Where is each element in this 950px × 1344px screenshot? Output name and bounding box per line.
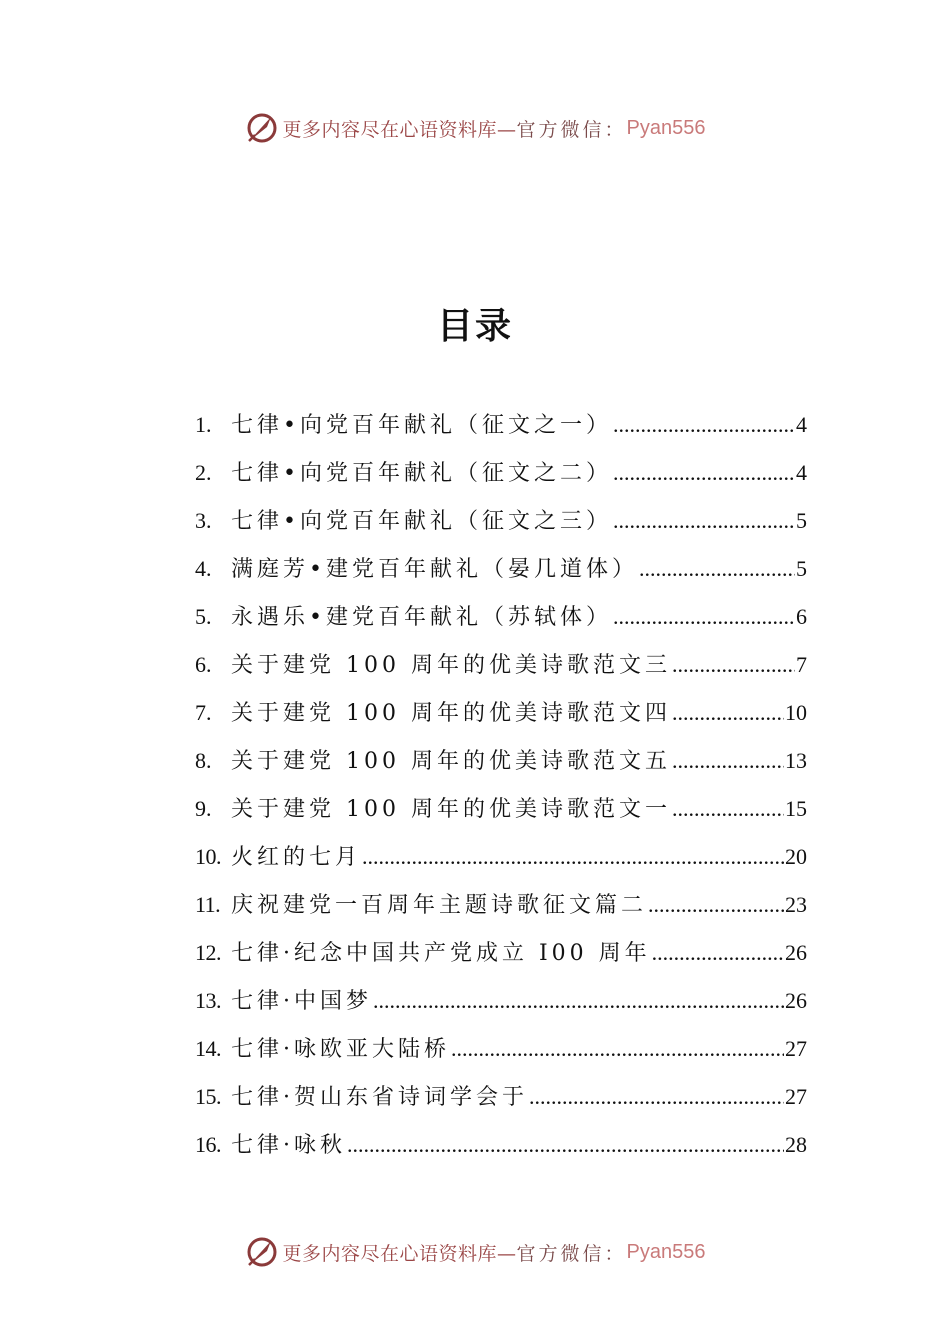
toc-entry-number: 9. [195,796,212,821]
toc-entry-number: 13. [195,988,221,1013]
toc-dot-leader [672,748,784,774]
toc-entry-page: 26 [785,988,807,1013]
banner-text: 更多内容尽在心语资料库— [282,118,517,141]
banner-wechat-label: 官方微信： [516,118,627,141]
toc-dot-leader [613,412,795,438]
toc-entry-title: 满庭芳•建党百年献礼（晏几道体） [231,557,638,582]
toc-dot-leader [648,892,784,918]
toc-entry[interactable] [195,1128,807,1176]
toc-entry-page: 13 [785,748,807,773]
toc-entry-page: 4 [796,460,807,485]
footer-banner [0,1232,950,1272]
toc-entry-number: 1. [195,412,212,437]
toc-dot-leader [613,508,795,534]
toc-entry-number: 11. [195,892,221,917]
quill-logo-icon [245,111,279,145]
toc-entry-title: 七律·纪念中国共产党成立 I00 周年 [231,941,651,966]
toc-entry-page: 10 [785,700,807,725]
toc-entry[interactable] [195,600,807,648]
banner-wechat-id: Pyan556 [626,1240,706,1263]
toc-entry-title: 七律·贺山东省诗词学会于 [231,1085,528,1110]
toc-entry-number: 3. [195,508,212,533]
toc-entry-number: 5. [195,604,212,629]
toc-entry[interactable] [195,936,807,984]
toc-entry-page: 26 [785,940,807,965]
toc-entry-title: 七律·中国梦 [231,989,372,1014]
toc-dot-leader [672,700,784,726]
toc-entry-title: 七律•向党百年献礼（征文之二） [231,461,612,486]
toc-entry[interactable] [195,1032,807,1080]
toc-entry-title: 七律·咏欧亚大陆桥 [231,1037,450,1062]
toc-dot-leader [373,988,784,1014]
page-title: 目录 [436,306,513,347]
toc-dot-leader [451,1036,784,1062]
toc-entry[interactable] [195,456,807,504]
toc-entry-page: 27 [785,1084,807,1109]
toc-entry-title: 关于建党 100 周年的优美诗歌范文五 [231,749,671,774]
toc-entry-page: 7 [796,652,807,677]
toc-entry-title: 关于建党 100 周年的优美诗歌范文四 [231,701,671,726]
toc-entry-title: 关于建党 100 周年的优美诗歌范文三 [231,653,671,678]
toc-entry-number: 6. [195,652,212,677]
toc-entry-page: 5 [796,508,807,533]
toc-entry-title: 七律•向党百年献礼（征文之三） [231,509,612,534]
toc-entry-page: 5 [796,556,807,581]
toc-entry-page: 27 [785,1036,807,1061]
toc-entry[interactable] [195,840,807,888]
toc-entry[interactable] [195,552,807,600]
toc-dot-leader [529,1084,784,1110]
toc-entry[interactable] [195,1080,807,1128]
toc-entry[interactable] [195,648,807,696]
toc-entry[interactable] [195,744,807,792]
toc-entry[interactable] [195,888,807,936]
toc-entry-title: 火红的七月 [231,845,362,870]
toc-entry[interactable] [195,504,807,552]
toc-entry-page: 4 [796,412,807,437]
toc-dot-leader [652,940,784,966]
banner-text: 更多内容尽在心语资料库— [282,1242,517,1265]
toc-entry-number: 16. [195,1132,221,1157]
toc-dot-leader [613,604,795,630]
toc-entry-title: 关于建党 100 周年的优美诗歌范文一 [231,797,671,822]
toc-entry-title: 七律·咏秋 [231,1133,346,1158]
toc-entry-number: 8. [195,748,212,773]
quill-logo-icon [245,1235,279,1269]
toc-entry-number: 12. [195,940,221,965]
toc-entry-number: 14. [195,1036,221,1061]
toc-entry[interactable] [195,792,807,840]
toc-entry[interactable] [195,408,807,456]
toc-entry-page: 20 [785,844,807,869]
toc-entry-title: 庆祝建党一百周年主题诗歌征文篇二 [231,893,648,918]
toc-entry-page: 28 [785,1132,807,1157]
toc-dot-leader [362,844,784,870]
toc-dot-leader [347,1132,784,1158]
banner-wechat-label: 官方微信： [516,1242,627,1265]
header-banner [0,108,950,148]
toc-dot-leader [639,556,795,582]
toc-entry-number: 10. [195,844,221,869]
banner-wechat-id: Pyan556 [626,116,706,139]
toc-dot-leader [672,796,784,822]
toc-list [195,408,807,1176]
toc-entry-number: 2. [195,460,212,485]
toc-entry-page: 15 [785,796,807,821]
toc-entry[interactable] [195,696,807,744]
toc-entry-number: 15. [195,1084,221,1109]
toc-entry-number: 4. [195,556,212,581]
toc-entry-title: 永遇乐•建党百年献礼（苏轼体） [231,605,612,630]
toc-entry[interactable] [195,984,807,1032]
toc-dot-leader [672,652,795,678]
toc-entry-number: 7. [195,700,212,725]
toc-dot-leader [613,460,795,486]
toc-entry-title: 七律•向党百年献礼（征文之一） [231,413,612,438]
toc-entry-page: 23 [785,892,807,917]
toc-entry-page: 6 [796,604,807,629]
